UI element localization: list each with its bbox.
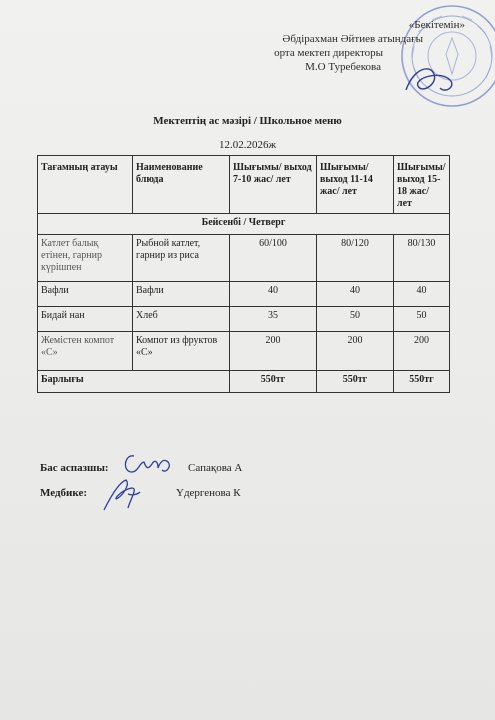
- nurse-role: Медбике:: [40, 487, 87, 499]
- menu-date: 12.02.2026ж: [218, 139, 277, 151]
- approval-director-name: М.О Туребекова: [305, 61, 381, 73]
- dish-kz: Катлет балық етінен, гарнир күрішпен: [38, 235, 133, 282]
- yield-11-14: 40: [317, 282, 394, 307]
- day-label: Бейсенбі / Четверг: [38, 214, 450, 235]
- table-row: [38, 307, 450, 332]
- dish-kz: Вафли: [38, 282, 133, 307]
- total-label: Барлығы: [38, 371, 230, 393]
- day-row: [38, 214, 450, 235]
- yield-15-18: 80/130: [394, 235, 450, 282]
- yield-11-14: 80/120: [317, 235, 394, 282]
- approval-school: Әбдірахман Әйтиев атындағы: [282, 33, 423, 45]
- cook-role: Бас аспазшы:: [40, 462, 109, 474]
- total-row: [38, 371, 450, 393]
- yield-7-10: 200: [230, 332, 317, 371]
- nurse-name: Үдергенова К: [176, 487, 241, 499]
- yield-11-14: 200: [317, 332, 394, 371]
- header-yield-15-18: Шығымы/ выход 15-18 жас/ лет: [394, 156, 450, 214]
- menu-title: Мектептің ас мәзірі / Школьное меню: [153, 115, 342, 127]
- dish-kz: Жемістен компот «С»: [38, 332, 133, 371]
- header-dish-ru: Наименование блюда: [133, 156, 230, 214]
- dish-ru: Компот из фруктов «С»: [133, 332, 230, 371]
- yield-7-10: 60/100: [230, 235, 317, 282]
- table-row: [38, 282, 450, 307]
- dish-ru: Хлеб: [133, 307, 230, 332]
- cook-name: Сапақова А: [188, 462, 243, 474]
- header-dish-kz: Тағамның атауы: [38, 156, 133, 214]
- director-signature: [400, 60, 460, 100]
- yield-15-18: 200: [394, 332, 450, 371]
- yield-15-18: 40: [394, 282, 450, 307]
- yield-7-10: 40: [230, 282, 317, 307]
- table-row: [38, 332, 450, 371]
- table-header-row: [38, 156, 450, 214]
- yield-7-10: 35: [230, 307, 317, 332]
- nurse-signature: [98, 474, 148, 516]
- approval-position: орта мектеп директоры: [274, 47, 383, 59]
- dish-ru: Вафли: [133, 282, 230, 307]
- yield-11-14: 50: [317, 307, 394, 332]
- total-11-14: 550тг: [317, 371, 394, 393]
- table-row: [38, 235, 450, 282]
- dish-kz: Бидай нан: [38, 307, 133, 332]
- total-7-10: 550тг: [230, 371, 317, 393]
- menu-table: [37, 155, 450, 393]
- total-15-18: 550тг: [394, 371, 450, 393]
- dish-ru: Рыбной катлет, гарнир из риса: [133, 235, 230, 282]
- header-yield-11-14: Шығымы/ выход 11-14 жас/ лет: [317, 156, 394, 214]
- approval-heading: «Бекітемін»: [408, 19, 465, 31]
- yield-15-18: 50: [394, 307, 450, 332]
- header-yield-7-10: Шығымы/ выход 7-10 жас/ лет: [230, 156, 317, 214]
